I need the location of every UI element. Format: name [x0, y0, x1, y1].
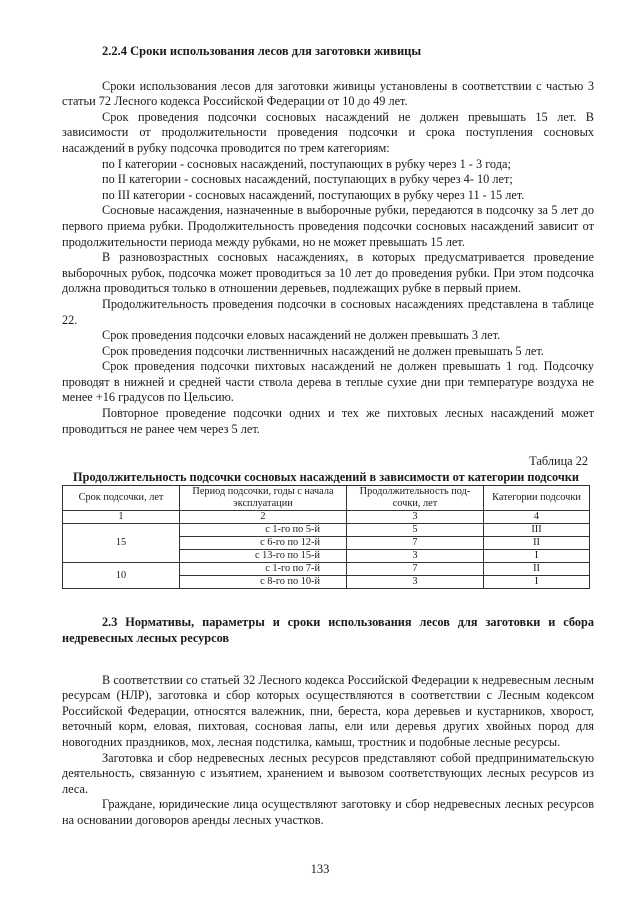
table-cell: 15 [63, 524, 180, 563]
list-item: по III категории - сосновых насаждений, поступающих в рубку через 11 - 15 лет. [102, 187, 525, 202]
list-item: по II категории - сосновых насаждений, поступающих в рубку через 4- 10 лет; [102, 172, 513, 187]
table-header-cell: Период подсочки, годы с начала эксплуатации [180, 486, 347, 511]
paragraph: Срок проведения подсочки сосновых насаждений не должен превышать 15 лет. В зависимости от продолжительности проведения подсочки и срока поступления сосновых насаждений в рубку подсочка проводится по трем категориям: [62, 109, 594, 155]
table-cell: 7 [347, 537, 484, 550]
table-cell: 1 [63, 511, 180, 524]
table-header-cell: Категории подсочки [484, 486, 590, 511]
paragraph: Граждане, юридические лица осуществляют заготовку и сбор недревесных лесных ресурсов на основании договоров аренды лесных участков. [62, 797, 594, 827]
table-cell: 2 [180, 511, 347, 524]
table-cell: с 6-го по 12-й [180, 537, 347, 550]
data-table [62, 485, 590, 589]
table-cell: III [484, 524, 590, 537]
table-cell: 4 [484, 511, 590, 524]
table-number: Таблица 22 [529, 454, 588, 469]
table-header-row [63, 486, 590, 511]
category-list [102, 157, 594, 204]
table-cell: с 1-го по 5-й [180, 524, 347, 537]
paragraph: Сосновые насаждения, назначенные в выборочные рубки, передаются в подсочку за 5 лет до первого приема рубки. Продолжительность проведения подсочки сосновых насаждений зависит от продолжительности периода между рубками, но не может превышать 15 лет. [62, 203, 594, 249]
table-cell: I [484, 576, 590, 589]
section-heading: 2.3 Нормативы, параметры и сроки использования лесов для заготовки и сбора недревесных лесных ресурсов [62, 615, 594, 646]
section-heading: 2.2.4 Сроки использования лесов для заготовки живицы [102, 44, 422, 58]
table-cell: 7 [347, 563, 484, 576]
table-cell: с 13-го по 15-й [180, 550, 347, 563]
page-number: 133 [310, 862, 330, 876]
paragraph: Сроки использования лесов для заготовки живицы установлены в соответствии с частью 3 статьи 72 Лесного кодекса Российской Федерации от 10 до 49 лет. [62, 78, 594, 109]
table-header-cell: Продолжительность под- сочки, лет [347, 486, 484, 511]
table-cell: с 1-го по 7-й [180, 563, 347, 576]
paragraph: Срок проведения подсочки еловых насаждений не должен превышать 3 лет. [102, 328, 501, 343]
paragraph: Повторное проведение подсочки одних и тех же пихтовых лесных насаждений может проводиться не ранее чем через 5 лет. [62, 406, 594, 436]
table-cell: 3 [347, 550, 484, 563]
table-cell: II [484, 537, 590, 550]
table-row [63, 524, 590, 537]
table-header-cell: Срок подсочки, лет [63, 486, 180, 511]
table-cell: 10 [63, 563, 180, 589]
paragraph: Продолжительность проведения подсочки в сосновых насаждениях представлена в таблице 22. [62, 296, 594, 327]
paragraph: В соответствии со статьей 32 Лесного кодекса Российской Федерации к недревесным лесным ресурсам (НЛР), заготовка и сбор которых осуществляются в соответствии с Лесным кодексом Российской Федерации, относятся валежник, пни, береста, кора деревьев и кустарников, хворост, веточный корм, еловая, пихтовая, сосновая лапы, ели или деревья других хвойных пород для новогодних праздников, мох, лесная подстилка, камыш, тростник и подобные лесные ресурсы. [62, 672, 594, 749]
table-index-row [63, 511, 590, 524]
paragraph: В разновозрастных сосновых насаждениях, в которых предусматривается проведение выборочных рубок, подсочка может проводиться за 10 лет до проведения рубки. При этом подсочка должна проводиться только в отношении деревьев, подлежащих рубке в первый прием. [62, 250, 594, 296]
paragraph: Срок проведения подсочки пихтовых насаждений не должен превышать 1 год. Подсочку проводят в нижней и средней части ствола дерева в теплые сухие дни при температуре воздуха не менее +16 градусов по Цельсию. [62, 359, 594, 405]
table-cell: с 8-го по 10-й [180, 576, 347, 589]
paragraph: Срок проведения подсочки лиственничных насаждений не должен превышать 5 лет. [102, 343, 544, 358]
paragraph: Заготовка и сбор недревесных лесных ресурсов представляют собой предпринимательскую деятельность, связанную с изъятием, хранением и вывозом соответствующих лесных ресурсов из леса. [62, 750, 594, 796]
table-cell: I [484, 550, 590, 563]
table-cell: 3 [347, 576, 484, 589]
table-cell: 5 [347, 524, 484, 537]
list-item: по I категории - сосновых насаждений, поступающих в рубку через 1 - 3 года; [102, 156, 511, 171]
table-caption: Продолжительность подсочки сосновых насаждений в зависимости от категории подсочки [73, 469, 579, 484]
table-cell: II [484, 563, 590, 576]
table-cell: 3 [347, 511, 484, 524]
table-row [63, 563, 590, 576]
